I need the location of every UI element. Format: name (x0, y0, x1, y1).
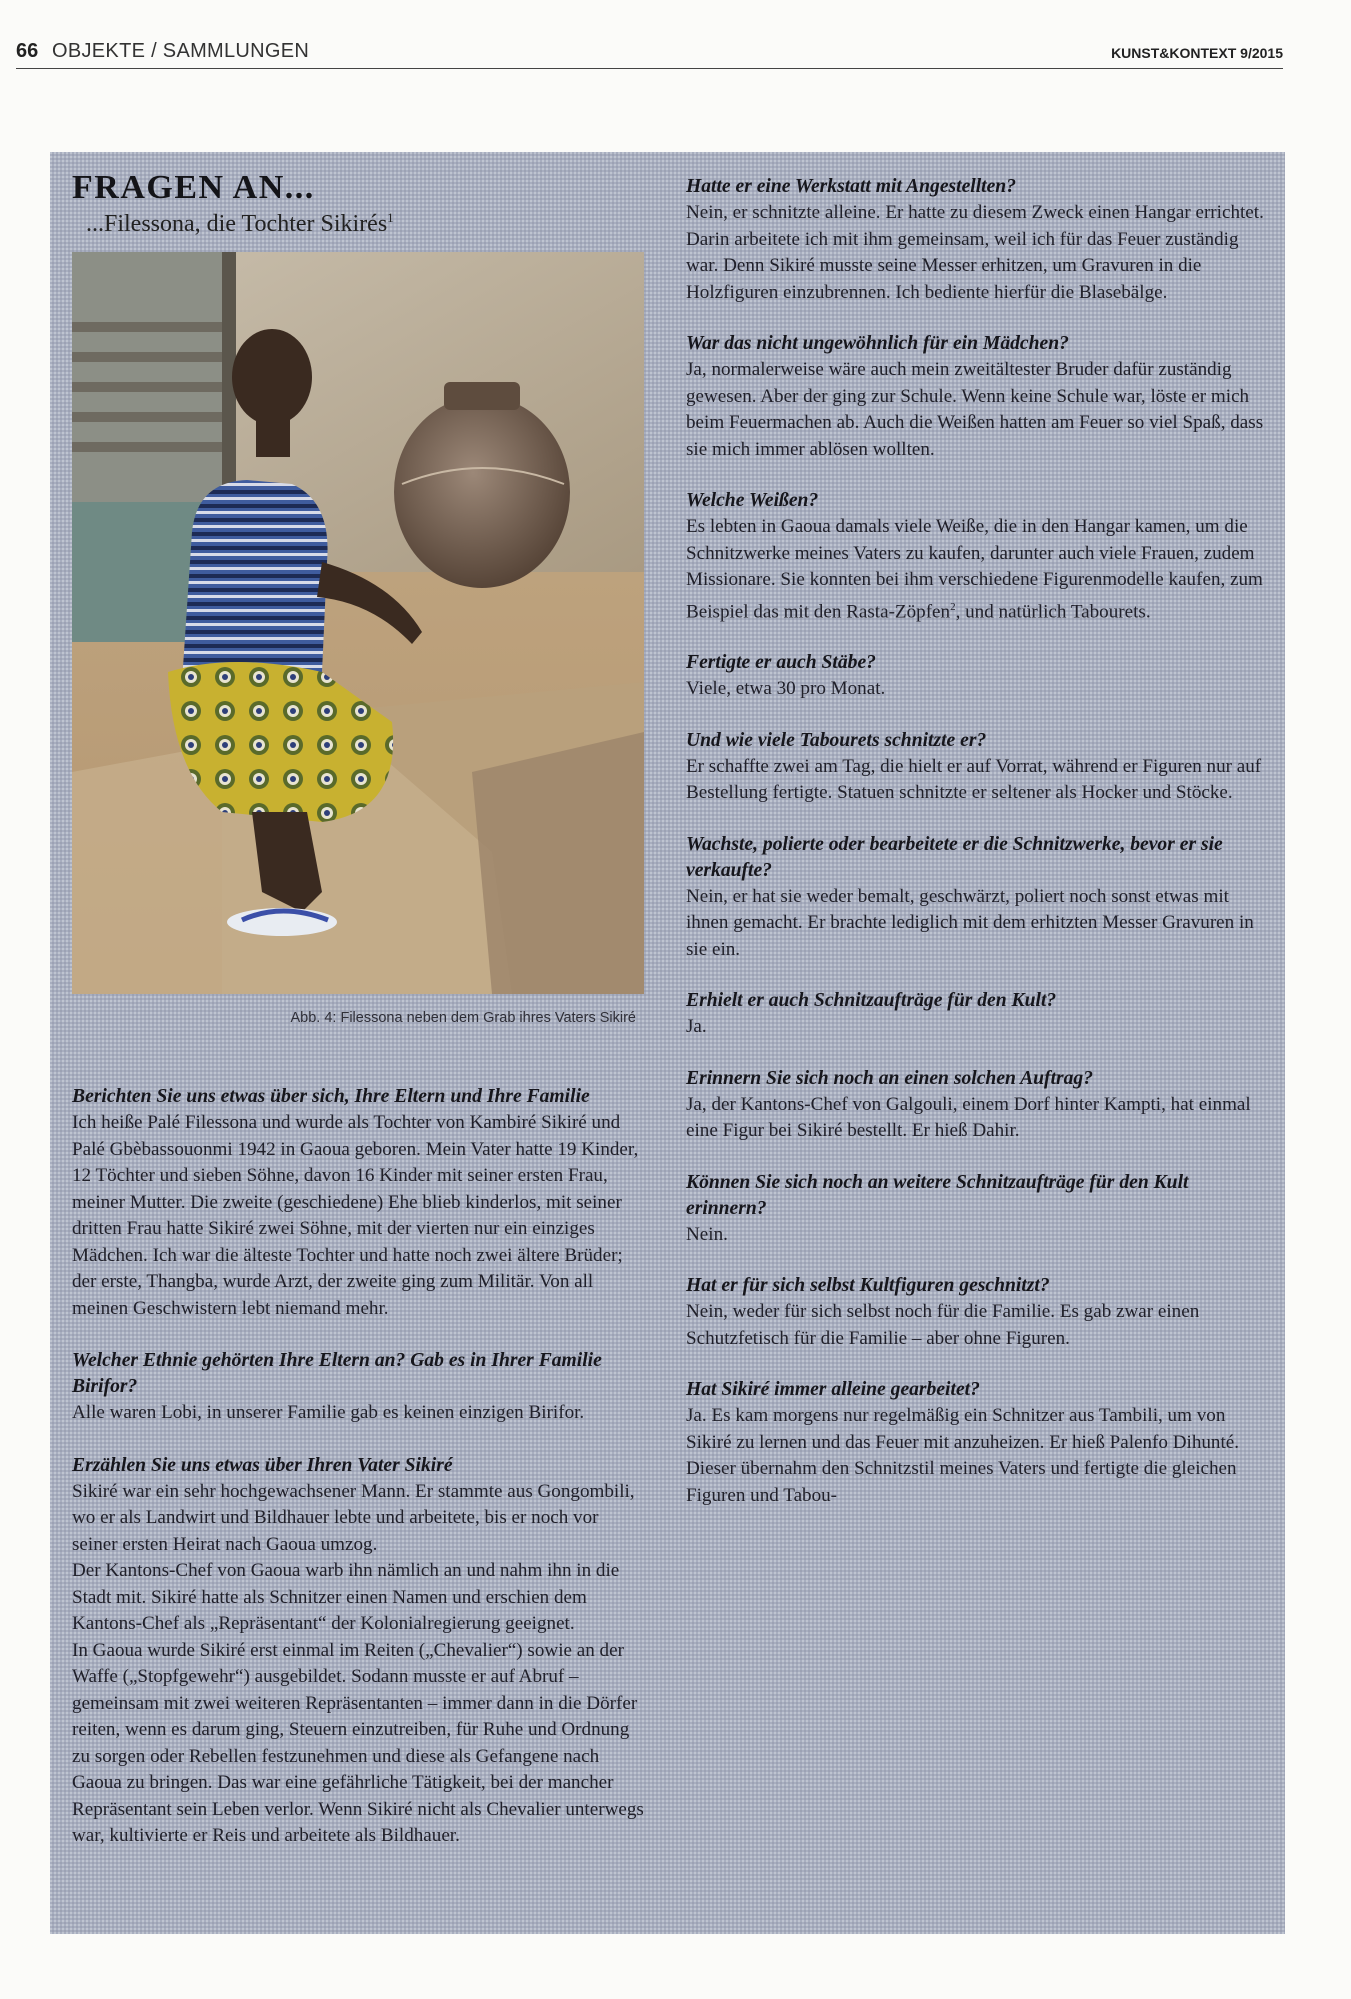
question: Fertigte er auch Stäbe? (686, 652, 876, 674)
question: Welcher Ethnie gehörten Ihre Eltern an? Gab es in Ihrer Familie Birifor? (72, 1350, 602, 1398)
photo-illustration (72, 252, 644, 994)
answer: Ich heiße Palé Filessona und wurde als Tochter von Kambiré Sikiré und Palé Gbèbassouonmi 1942 in Gaoua geboren. Mein Vater hatte 19 Kinder, 12 Töchter und sieben Söhne, davon 16 Kinder mit seiner ersten Frau, meiner Mutter. Die zweite (geschiedene) Ehe blieb kinderlos, mit seiner dritten Frau hatte Sikiré zwei Söhne, mit der vierten nur ein einziges Mädchen. Ich war die älteste Tochter und hatte noch zwei ältere Brüder; der erste, Thangba, wurde Arzt, der zweite ging zum Militär. Von all meinen Geschwistern lebt niemand mehr. (72, 1112, 639, 1319)
qa-block (686, 331, 1266, 463)
answer-tail: , und natürlich Tabourets. (955, 600, 1151, 622)
answer: Nein, er hat sie weder bemalt, geschwärzt, poliert noch sonst etwas mit ihnen gemacht. Er brachte lediglich mit dem erhitzten Messer Gravuren in sie ein. (686, 885, 1254, 960)
question: Erzählen Sie uns etwas über Ihren Vater Sikiré (72, 1454, 453, 1476)
question: Können Sie sich noch an weitere Schnitzaufträge für den Kult erinnern? (686, 1171, 1189, 1219)
question: Berichten Sie uns etwas über sich, Ihre Eltern und Ihre Familie (72, 1086, 590, 1108)
answer: Ja, normalerweise wäre auch mein zweitältester Bruder dafür zuständig gewesen. Aber der ging zur Schule. Wenn keine Schule war, löste er mich beim Feuermachen ab. Auch die Weißen hatten am Feuer so viel Spaß, dass sie mich immer ablösen wollten. (686, 359, 1264, 460)
qa-block (72, 1453, 644, 1850)
answer: Sikiré war ein sehr hochgewachsener Mann. Er stammte aus Gongombili, wo er als Landwirt und Bildhauer lebte und arbeitete, bis er noch vor seiner ersten Heirat nach Gaoua umzog. (72, 1480, 635, 1555)
answer-footnote: 2 (950, 600, 956, 613)
left-column (72, 170, 644, 1850)
qa-block (72, 1348, 644, 1427)
answer: Ja, der Kantons-Chef von Galgouli, einem Dorf hinter Kampti, hat einmal eine Figur bei Sikiré bestellt. Er hieß Dahir. (686, 1093, 1251, 1142)
question: Erinnern Sie sich noch an einen solchen Auftrag? (686, 1067, 1094, 1089)
question: War das nicht ungewöhnlich für ein Mädchen? (686, 333, 1069, 354)
answer: Nein, weder für sich selbst noch für die Familie. Es gab zwar einen Schutzfetisch für die Familie – aber ohne Figuren. (686, 1301, 1200, 1349)
question: Hat Sikiré immer alleine gearbeitet? (686, 1379, 980, 1401)
photo-caption: Abb. 4: Filessona neben dem Grab ihres Vaters Sikiré (290, 1010, 636, 1027)
page-header (16, 38, 1283, 69)
qa-block (686, 488, 1266, 625)
magazine-issue: KUNST&KONTEXT 9/2015 (1111, 45, 1283, 61)
answer: Nein, er schnitzte alleine. Er hatte zu diesem Zweck einen Hangar errichtet. Darin arbeitete ich mit ihm gemeinsam, weil ich für das Feuer zuständig war. Denn Sikiré musste seine Messer erhitzen, um Gravuren in die Holzfiguren einzubrennen. Ich bediente hierfür die Blasebälge. (686, 202, 1264, 303)
qa-block (686, 1377, 1266, 1509)
question: Erhielt er auch Schnitzaufträge für den Kult? (686, 990, 1057, 1012)
answer: Ja. Es kam morgens nur regelmäßig ein Schnitzer aus Tambili, um von Sikiré zu lernen und das Feuer mit anzuheizen. Er hieß Palenfo Dihunté. Dieser übernahm den Schnitzstil meines Vaters und fertigte die gleichen Figuren und Tabou- (686, 1405, 1240, 1506)
answer-text: Es lebten in Gaoua damals viele Weiße, die in den Hangar kamen, um die Schnitzwerke meines Vaters zu kaufen, darunter auch viele Frauen, zudem Missionare. Sie konnten bei ihm verschiedene Figurenmodelle kaufen, zum Beispiel das mit den Rasta-Zöpfen (686, 516, 1263, 622)
qa-block (686, 174, 1266, 306)
question: Welche Weißen? (686, 490, 819, 511)
question: Wachste, polierte oder bearbeitete er die Schnitzwerke, bevor er sie verkaufte? (686, 833, 1223, 881)
qa-block (686, 1066, 1266, 1145)
answer: Er schaffte zwei am Tag, die hielt er auf Vorrat, während er Figuren nur auf Bestellung fertigte. Statuen schnitzte er seltener als Hocker und Stöcke. (686, 755, 1262, 804)
qa-block (686, 1273, 1266, 1352)
answer (686, 514, 1266, 625)
subtitle-text: ...Filessona, die Tochter Sikirés (86, 210, 388, 237)
page-number: 66 (16, 40, 39, 62)
qa-block (686, 728, 1266, 807)
qa-block (72, 1084, 644, 1322)
answer: Der Kantons-Chef von Gaoua warb ihn nämlich an und nahm ihn in die Stadt mit. Sikiré hatte als Schnitzer einen Namen und erschien dem Kantons-Chef als „Repräsentant“ der Kolonialregierung geeignet. (72, 1560, 620, 1635)
answer: In Gaoua wurde Sikiré erst einmal im Reiten („Chevalier“) sowie an der Waffe („Stopfgewehr“) ausgebildet. Sodann musste er auf Abruf – gemeinsam mit zwei weiteren Repräsentanten – immer dann in die Dörfer reiten, wenn es darum ging, Steuern einzutreiben, für Ruhe und Ordnung zu sorgen oder Rebellen festzunehmen und diese als Gefangene nach Gaoua zu bringen. Das war eine gefährliche Tätigkeit, bei der mancher Repräsentant sein Leben verlor. Wenn Sikiré nicht als Chevalier unterwegs war, kultivierte er Reis und arbeitete als Bildhauer. (72, 1639, 644, 1847)
qa-block (686, 650, 1266, 703)
subtitle-footnote: 1 (387, 209, 394, 225)
qa-block (686, 832, 1266, 964)
right-column (686, 174, 1266, 1509)
section-title: OBJEKTE / SAMMLUNGEN (52, 40, 310, 62)
question: Und wie viele Tabourets schnitzte er? (686, 729, 987, 751)
answer: Nein. (686, 1223, 728, 1245)
question: Hat er für sich selbst Kultfiguren geschnitzt? (686, 1275, 1050, 1297)
qa-block (686, 1170, 1266, 1249)
qa-block (686, 988, 1266, 1041)
interview-panel (50, 152, 1285, 1934)
answer: Ja. (686, 1016, 707, 1038)
article-title: FRAGEN AN... (72, 169, 315, 206)
article-subtitle (86, 210, 644, 239)
question: Hatte er eine Werkstatt mit Angestellten? (686, 176, 1017, 197)
answer: Viele, etwa 30 pro Monat. (686, 678, 886, 700)
article-photo (72, 252, 644, 994)
answer: Alle waren Lobi, in unserer Familie gab es keinen einzigen Birifor. (72, 1402, 585, 1424)
